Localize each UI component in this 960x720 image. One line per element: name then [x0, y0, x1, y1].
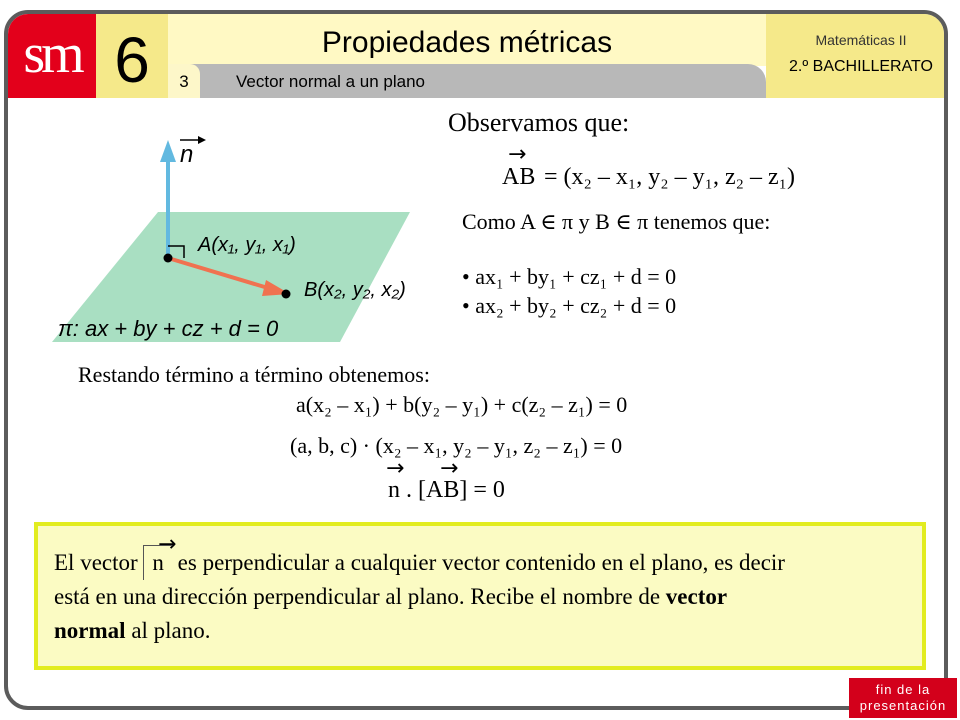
conclusion-bold-vector: vector: [665, 584, 728, 609]
subject-label: Matemáticas II: [815, 32, 907, 48]
ab-vector-name: AB: [502, 164, 536, 190]
end-presentation-button[interactable]: [849, 678, 957, 718]
end-button-line1: fin de la: [875, 682, 931, 697]
point-b: [282, 290, 291, 299]
ab-vector-arrow: →: [508, 142, 527, 167]
conclusion-n-arrow: →: [158, 532, 177, 557]
dot-product-n: n: [388, 477, 400, 503]
conclusion-n: n: [143, 545, 172, 580]
point-a-label: A(x₁, y₁, x₁): [198, 234, 296, 256]
dot-product-rest: . [AB] = 0: [406, 477, 505, 503]
conclusion-part1: El vector: [54, 550, 138, 575]
point-a: [164, 254, 173, 263]
conclusion-part3: está en una dirección perpendicular al plano. Recibe el nombre de: [54, 584, 661, 609]
plane-equation-b: • ax₂ + by₂ + cz₂ + d = 0: [462, 293, 677, 318]
section-number: 3: [168, 64, 200, 98]
plane-figure: [48, 120, 418, 360]
subtraction-result: a(x₂ – x₁) + b(y₂ – y₁) + c(z₂ – z₁) = 0: [296, 392, 628, 417]
subtraction-statement: Restando término a término obtenemos:: [78, 362, 430, 387]
level-label: 2.º BACHILLERATO: [789, 58, 933, 75]
dot-product-result: (a, b, c) · (x₂ – x₁, y₂ – y₁, z₂ – z₁) = 0: [290, 433, 623, 458]
normal-label-arrowhead: [198, 136, 206, 144]
conclusion-part4: al plano.: [131, 618, 211, 643]
normal-vector-head: [160, 140, 176, 162]
ab-vector-expression: = (x₂ – x₁, y₂ – y₁, z₂ – z₁): [544, 164, 796, 190]
normal-label: n: [180, 141, 194, 168]
observe-heading: Observamos que:: [448, 108, 630, 137]
page-title: Propiedades métricas: [168, 14, 766, 66]
end-button-line2: presentación: [859, 698, 947, 713]
plane-equation-a: • ax₁ + by₁ + cz₁ + d = 0: [462, 264, 677, 289]
conclusion-part2: es perpendicular a cualquier vector contenido en el plano, es decir: [177, 550, 785, 575]
course-info: [766, 14, 948, 98]
section-title: Vector normal a un plano: [236, 72, 426, 91]
section-bar: [168, 64, 766, 98]
point-b-label: B(x₂, y₂, x₂): [304, 279, 406, 301]
chapter-number: 6: [96, 14, 168, 98]
sm-logo: sm: [8, 14, 96, 98]
dot-ab-arrow: →: [440, 456, 459, 481]
conclusion-bold-normal: normal: [54, 618, 126, 643]
membership-statement: Como A ∈ π y B ∈ π tenemos que:: [462, 209, 771, 234]
plane-equation: π: ax + by + cz + d = 0: [58, 316, 279, 341]
conclusion-text: [54, 545, 785, 648]
dot-n-arrow: →: [386, 456, 405, 481]
